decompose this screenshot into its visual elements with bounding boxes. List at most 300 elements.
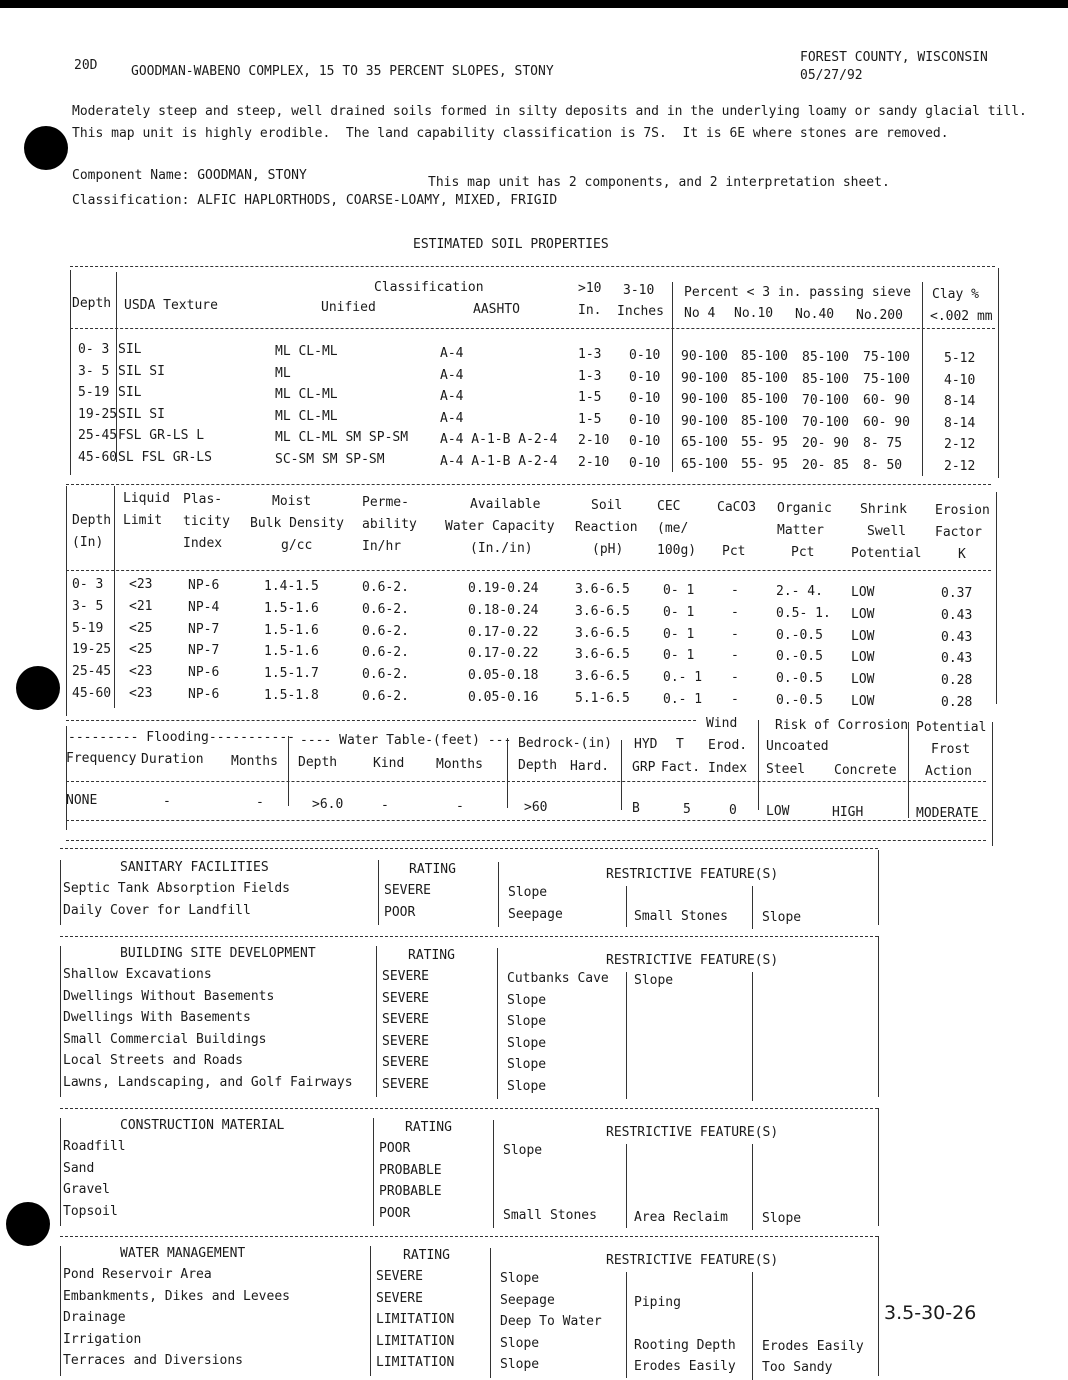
cell-clay: 4-10: [944, 372, 976, 388]
col-header: Clay %: [932, 287, 979, 302]
rating-value: SEVERE: [376, 1290, 423, 1306]
col-header: Perme-: [362, 495, 409, 510]
col-header: Pct: [722, 544, 746, 559]
col-header: (me/: [657, 521, 689, 536]
divider: [66, 570, 991, 571]
divider: [66, 820, 986, 821]
cell-shrink-swell: LOW: [851, 628, 875, 644]
col-header: Frost: [931, 742, 971, 757]
feature-1: Slope: [508, 885, 548, 900]
column-rule: [370, 1246, 371, 1376]
cell-clay: 8-14: [944, 394, 976, 409]
cell-organic-matter: 0.-0.5: [776, 649, 823, 665]
col-header: Duration: [141, 752, 204, 767]
col-header: Kind: [373, 756, 405, 771]
column-rule: [878, 936, 879, 1097]
rating-value: PROBABLE: [379, 1162, 442, 1178]
use-name: Topsoil: [63, 1203, 118, 1219]
flood-months: -: [256, 795, 264, 810]
cell-caco3: -: [731, 692, 739, 707]
col-header: GRP: [632, 760, 656, 775]
cell-water-capacity: 0.05-0.18: [468, 668, 539, 684]
divider: [66, 720, 696, 721]
cell-plasticity-index: NP-6: [188, 578, 220, 593]
divider: [66, 840, 986, 841]
cell-soil-reaction: 3.6-6.5: [575, 603, 630, 619]
cell-shrink-swell: LOW: [851, 606, 875, 622]
rating-value: SEVERE: [376, 1269, 423, 1284]
cell-no4: 90-100: [681, 413, 728, 429]
cell-permeability: 0.6-2.: [362, 580, 409, 595]
col-header: Depth: [518, 758, 558, 773]
column-rule: [621, 740, 622, 810]
rating-value: SEVERE: [382, 1012, 429, 1027]
col-header: K: [958, 547, 966, 562]
rating-value: SEVERE: [382, 1033, 429, 1049]
rating-header: RATING: [405, 1120, 452, 1135]
column-rule: [498, 862, 499, 927]
col-header: No.10: [734, 306, 774, 321]
col-header: Reaction: [575, 520, 638, 535]
col-header: Depth: [298, 755, 338, 770]
col-header: Steel: [766, 762, 806, 777]
cell-cec: 0- 1: [663, 604, 695, 620]
divider: [60, 936, 878, 937]
cell-no10: 85-100: [741, 413, 788, 429]
cell-3-10: 0-10: [629, 455, 661, 471]
col-header: (In./in): [470, 541, 533, 556]
cell-caco3: -: [731, 626, 739, 642]
feature-2: Erodes Easily: [634, 1359, 736, 1374]
frost-action: MODERATE: [916, 806, 979, 821]
col-header: Concrete: [834, 763, 897, 778]
cell-unified: ML: [275, 365, 291, 381]
column-rule: [373, 1118, 374, 1226]
column-rule: [60, 1118, 61, 1226]
cell-soil-reaction: 3.6-6.5: [575, 625, 630, 641]
rating-header: RATING: [409, 862, 456, 877]
col-header: No.40: [795, 307, 835, 322]
cell-no40: 85-100: [802, 350, 849, 365]
col-header: CEC: [657, 499, 681, 514]
cell-depth: 5-19: [72, 620, 104, 636]
cell-aashto: A-4: [440, 346, 464, 361]
cell-texture: SIL: [118, 342, 142, 357]
cell-plasticity-index: NP-6: [188, 687, 220, 702]
rating-value: SEVERE: [384, 883, 431, 898]
col-header: Shrink: [860, 502, 907, 517]
cell-texture: SIL: [118, 385, 142, 400]
cell-depth: 19-25: [78, 406, 118, 422]
feature-1: Seepage: [500, 1292, 555, 1308]
t-factor: 5: [683, 802, 691, 817]
cell-no40: 20- 85: [802, 457, 849, 473]
use-name: Septic Tank Absorption Fields: [63, 881, 290, 896]
cell-3-10: 0-10: [629, 412, 661, 428]
column-rule: [376, 946, 377, 1097]
column-rule: [507, 738, 508, 808]
rating-header: RATING: [408, 948, 455, 963]
column-rule: [493, 1120, 494, 1228]
cell-liquid-limit: <25: [129, 642, 153, 658]
column-rule: [878, 1108, 879, 1226]
col-header: (In): [72, 535, 104, 550]
wind-erodibility-index: 0: [729, 803, 737, 818]
cell-clay: 2-12: [944, 458, 976, 474]
col-header: <.002 mm: [930, 309, 993, 324]
col-header: Frequency: [66, 751, 137, 766]
cell-plasticity-index: NP-4: [188, 599, 220, 615]
cell-organic-matter: 0.-0.5: [776, 693, 823, 708]
use-name: Drainage: [63, 1310, 126, 1325]
column-rule: [878, 1236, 879, 1376]
feature-3: Too Sandy: [762, 1360, 833, 1375]
restrictive-features-header: RESTRICTIVE FEATURE(S): [606, 953, 779, 968]
feature-1: Slope: [507, 1014, 547, 1029]
description-line2: This map unit is highly erodible. The land capability classification is 7S. It is 6E where stones are removed.: [72, 126, 949, 141]
restrictive-features-header: RESTRICTIVE FEATURE(S): [606, 867, 779, 882]
col-header: Matter: [777, 523, 824, 538]
cell-bulk-density: 1.5-1.8: [264, 688, 319, 703]
feature-1: Small Stones: [503, 1207, 597, 1223]
cell-aashto: A-4: [440, 389, 464, 404]
cell-no200: 8- 50: [863, 457, 903, 473]
cell-aashto: A-4: [440, 410, 464, 426]
divider: [70, 266, 995, 267]
section-title: WATER MANAGEMENT: [120, 1246, 246, 1261]
cell-gt10: 1-5: [578, 390, 602, 405]
cell-no200: 60- 90: [863, 393, 910, 408]
cell-water-capacity: 0.19-0.24: [468, 581, 539, 596]
column-rule: [672, 282, 673, 472]
cell-organic-matter: 0.-0.5: [776, 627, 823, 643]
rating-value: SEVERE: [382, 990, 429, 1006]
cell-organic-matter: 2.- 4.: [776, 584, 823, 599]
col-header: Index: [708, 761, 748, 776]
cell-gt10: 1-3: [578, 368, 602, 384]
col-header: Liquid: [123, 491, 170, 506]
water-table-months: -: [456, 799, 464, 814]
use-name: Terraces and Diversions: [63, 1353, 244, 1368]
column-rule: [288, 736, 289, 806]
col-header: T: [676, 737, 684, 752]
col-header: Plas-: [183, 492, 223, 507]
cell-cec: 0- 1: [663, 626, 695, 642]
col-header: Soil: [591, 498, 623, 513]
col-header: Water Capacity: [445, 519, 555, 534]
cell-no200: 75-100: [863, 371, 910, 387]
col-header: Organic: [777, 501, 832, 516]
feature-3: Slope: [762, 1210, 802, 1226]
cell-permeability: 0.6-2.: [362, 623, 409, 639]
rating-value: SEVERE: [382, 1076, 429, 1092]
cell-depth: 19-25: [72, 642, 112, 658]
cell-plasticity-index: NP-6: [188, 665, 220, 681]
rating-header: RATING: [403, 1248, 450, 1263]
divider: [66, 781, 986, 782]
col-header: Swell: [867, 524, 907, 539]
cell-shrink-swell: LOW: [851, 694, 875, 709]
col-header: USDA Texture: [124, 298, 218, 313]
cell-no10: 85-100: [741, 349, 788, 364]
col-header: In/hr: [362, 539, 402, 554]
cell-no10: 85-100: [741, 370, 788, 386]
cell-no40: 70-100: [802, 393, 849, 408]
column-rule: [116, 272, 117, 462]
cell-no40: 20- 90: [802, 436, 849, 451]
divider: [66, 484, 991, 485]
cell-no40: 85-100: [802, 371, 849, 387]
column-rule: [752, 972, 753, 1101]
cell-shrink-swell: LOW: [851, 650, 875, 666]
col-header: CaCO3: [717, 500, 757, 515]
cell-caco3: -: [731, 583, 739, 598]
col-header: Limit: [123, 513, 163, 528]
col-header: AASHTO: [473, 302, 520, 317]
column-rule: [66, 726, 67, 830]
cell-gt10: 1-3: [578, 347, 602, 362]
rating-value: POOR: [384, 904, 416, 920]
column-rule: [752, 1144, 753, 1230]
cell-water-capacity: 0.17-0.22: [468, 624, 539, 640]
use-name: Small Commercial Buildings: [63, 1031, 267, 1047]
cell-soil-reaction: 3.6-6.5: [575, 669, 630, 685]
report-date: 05/27/92: [800, 68, 863, 83]
col-header: Bulk Density: [250, 516, 344, 531]
column-rule: [60, 1246, 61, 1376]
components-note: This map unit has 2 components, and 2 interpretation sheet.: [428, 175, 890, 190]
cell-water-capacity: 0.18-0.24: [468, 602, 539, 618]
cell-no200: 60- 90: [863, 414, 910, 430]
col-header: Percent < 3 in. passing sieve: [684, 285, 911, 300]
column-rule: [908, 722, 909, 818]
cell-clay: 2-12: [944, 437, 976, 452]
county: FOREST COUNTY, WISCONSIN: [800, 50, 988, 65]
cell-no200: 75-100: [863, 350, 910, 365]
cell-no40: 70-100: [802, 414, 849, 430]
cell-liquid-limit: <25: [129, 620, 153, 636]
use-name: Lawns, Landscaping, and Golf Fairways: [63, 1074, 353, 1090]
rating-value: POOR: [379, 1141, 411, 1156]
col-header: 3-10: [623, 283, 655, 298]
cell-texture: FSL GR-LS L: [118, 428, 205, 443]
cell-unified: ML CL-ML: [275, 387, 338, 402]
col-header: ticity: [183, 514, 230, 529]
cell-permeability: 0.6-2.: [362, 601, 409, 617]
cell-no10: 85-100: [741, 392, 788, 407]
column-rule: [626, 972, 627, 1099]
cell-cec: 0.- 1: [663, 670, 703, 686]
col-header: Uncoated: [766, 739, 829, 754]
cell-liquid-limit: <23: [129, 664, 153, 680]
col-header: Available: [470, 497, 541, 512]
col-header: Pct: [791, 545, 815, 560]
punch-hole: [24, 126, 68, 170]
use-name: Gravel: [63, 1182, 110, 1197]
divider: [60, 1236, 878, 1237]
col-header: Depth: [72, 296, 112, 311]
section-title: SANITARY FACILITIES: [120, 860, 269, 875]
use-name: Local Streets and Roads: [63, 1053, 244, 1068]
column-rule: [490, 1248, 491, 1378]
column-rule: [922, 282, 923, 476]
feature-3: Erodes Easily: [762, 1338, 864, 1354]
cell-unified: ML CL-ML: [275, 344, 338, 359]
cell-depth: 0- 3: [72, 577, 104, 592]
column-rule: [60, 946, 61, 1097]
rating-value: PROBABLE: [379, 1184, 442, 1199]
component-name: Component Name: GOODMAN, STONY: [72, 168, 307, 183]
divider: [60, 848, 878, 849]
col-header: Erod.: [708, 738, 748, 753]
col-header: Index: [183, 536, 223, 551]
cell-erosion-factor: 0.43: [941, 607, 973, 623]
cell-3-10: 0-10: [629, 391, 661, 406]
feature-1: Slope: [500, 1357, 540, 1372]
column-rule: [996, 492, 997, 704]
properties-title: ESTIMATED SOIL PROPERTIES: [413, 237, 609, 252]
use-name: Embankments, Dikes and Levees: [63, 1288, 290, 1304]
rating-value: LIMITATION: [376, 1333, 455, 1349]
feature-2: Piping: [634, 1294, 681, 1310]
cell-erosion-factor: 0.43: [941, 629, 973, 645]
cell-caco3: -: [731, 648, 739, 664]
col-header: Risk of Corrosion: [775, 718, 909, 733]
col-header: >10: [578, 281, 602, 296]
use-name: Pond Reservoir Area: [63, 1267, 212, 1282]
cell-no200: 8- 75: [863, 436, 903, 451]
cell-erosion-factor: 0.28: [941, 673, 973, 689]
cell-water-capacity: 0.05-0.16: [468, 690, 539, 705]
col-header: Bedrock-(in): [518, 736, 612, 751]
cell-caco3: -: [731, 670, 739, 686]
cell-erosion-factor: 0.37: [941, 586, 973, 601]
punch-hole: [16, 666, 60, 710]
feature-1: Seepage: [508, 906, 563, 922]
col-header: Moist: [272, 494, 312, 509]
column-rule: [758, 720, 759, 810]
cell-no10: 55- 95: [741, 456, 788, 472]
use-name: Dwellings With Basements: [63, 1010, 251, 1025]
cell-gt10: 2-10: [578, 454, 610, 470]
cell-unified: SC-SM SM SP-SM: [275, 451, 385, 467]
feature-1: Slope: [503, 1143, 543, 1158]
use-name: Daily Cover for Landfill: [63, 902, 251, 918]
cell-3-10: 0-10: [629, 348, 661, 363]
cell-liquid-limit: <21: [129, 598, 153, 614]
cell-bulk-density: 1.5-1.6: [264, 644, 319, 660]
map-symbol: 20D: [74, 58, 98, 73]
cell-permeability: 0.6-2.: [362, 645, 409, 661]
col-header: Factor: [935, 525, 982, 540]
cell-depth: 3- 5: [72, 598, 104, 614]
column-rule: [992, 722, 993, 846]
cell-texture: SIL SI: [118, 406, 165, 422]
feature-2: Rooting Depth: [634, 1337, 736, 1353]
col-header: Depth: [72, 513, 112, 528]
column-rule: [752, 1272, 753, 1380]
cell-depth: 0- 3: [78, 342, 110, 357]
scan-edge: [0, 0, 1068, 8]
use-name: Shallow Excavations: [63, 967, 212, 982]
cell-unified: ML CL-ML SM SP-SM: [275, 430, 409, 445]
cell-shrink-swell: LOW: [851, 585, 875, 600]
cell-caco3: -: [731, 604, 739, 620]
punch-hole: [6, 1202, 50, 1246]
cell-cec: 0- 1: [663, 648, 695, 664]
col-header: Erosion: [935, 503, 990, 518]
col-header: HYD: [634, 737, 658, 752]
col-header: Potential: [916, 720, 987, 735]
cell-soil-reaction: 3.6-6.5: [575, 647, 630, 663]
flood-duration: -: [163, 794, 171, 809]
use-name: Sand: [63, 1160, 95, 1176]
col-header: No.200: [856, 308, 903, 323]
feature-1: Slope: [507, 1035, 547, 1051]
cell-cec: 0- 1: [663, 583, 695, 598]
cell-clay: 8-14: [944, 415, 976, 431]
restrictive-features-header: RESTRICTIVE FEATURE(S): [606, 1125, 779, 1140]
feature-2: Area Reclaim: [634, 1209, 728, 1225]
divider: [70, 328, 995, 329]
use-name: Dwellings Without Basements: [63, 988, 275, 1004]
cell-organic-matter: 0.-0.5: [776, 671, 823, 687]
cell-bulk-density: 1.5-1.7: [264, 666, 319, 682]
rating-value: LIMITATION: [376, 1312, 455, 1327]
col-header: 100g): [657, 543, 697, 558]
cell-permeability: 0.6-2.: [362, 689, 409, 704]
col-header: Classification: [374, 280, 484, 295]
cell-aashto: A-4: [440, 367, 464, 383]
cell-liquid-limit: <23: [129, 577, 153, 592]
column-rule: [60, 860, 61, 925]
column-rule: [378, 860, 379, 925]
use-name: Roadfill: [63, 1139, 126, 1154]
rating-value: POOR: [379, 1205, 411, 1221]
restrictive-features-header: RESTRICTIVE FEATURE(S): [606, 1253, 779, 1268]
cell-permeability: 0.6-2.: [362, 667, 409, 683]
cell-no4: 65-100: [681, 435, 728, 450]
col-header: No 4: [684, 306, 716, 321]
col-header: Wind: [706, 716, 738, 731]
col-header: Action: [925, 764, 972, 779]
cell-no10: 55- 95: [741, 435, 788, 450]
cell-no4: 90-100: [681, 370, 728, 386]
cell-bulk-density: 1.4-1.5: [264, 579, 319, 594]
column-rule: [998, 268, 999, 478]
corrosion-concrete: HIGH: [832, 805, 864, 820]
cell-no4: 90-100: [681, 349, 728, 364]
classification: Classification: ALFIC HAPLORTHODS, COARSE-LOAMY, MIXED, FRIGID: [72, 193, 558, 208]
cell-no4: 65-100: [681, 456, 728, 472]
cell-depth: 25-45: [72, 664, 112, 680]
document-stamp: 3.5-30-26: [884, 1302, 977, 1324]
cell-shrink-swell: LOW: [851, 672, 875, 688]
col-header: ability: [362, 517, 417, 532]
cell-water-capacity: 0.17-0.22: [468, 646, 539, 662]
corrosion-steel: LOW: [766, 804, 790, 819]
cell-bulk-density: 1.5-1.6: [264, 622, 319, 638]
cell-no4: 90-100: [681, 392, 728, 407]
cell-soil-reaction: 5.1-6.5: [575, 691, 630, 706]
column-rule: [752, 886, 753, 929]
feature-1: Deep To Water: [500, 1314, 602, 1329]
cell-organic-matter: 0.5- 1.: [776, 605, 831, 621]
column-rule: [626, 1144, 627, 1228]
description-line1: Moderately steep and steep, well drained soils formed in silty deposits and in the underlying loamy or sandy glacial till.: [72, 104, 1027, 119]
col-header: Fact.: [661, 760, 701, 775]
feature-2: Slope: [634, 973, 674, 988]
